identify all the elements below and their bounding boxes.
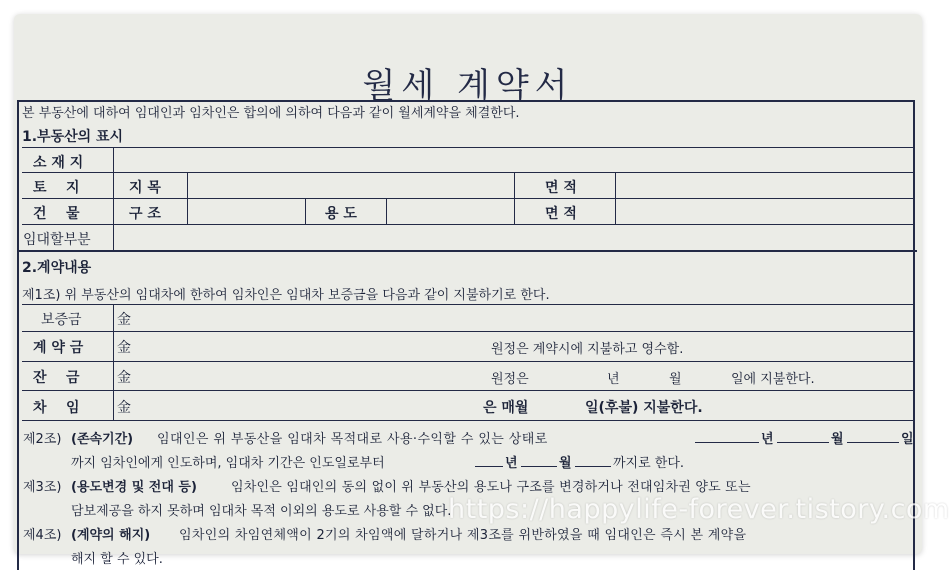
article2-line2-month: 월 [559, 456, 572, 471]
table-divider [187, 172, 188, 224]
section1-heading: 1.부동산의 표시 [22, 129, 124, 145]
deposit-label: 보증금 [41, 312, 82, 328]
building-label: 건 물 [33, 206, 80, 222]
table-line [22, 224, 914, 225]
rental-part-label: 임대할부분 [23, 232, 91, 248]
article3-number: 제3조) [23, 480, 62, 495]
down-payment-label: 계 약 금 [33, 340, 84, 356]
structure-label: 구 조 [129, 206, 161, 222]
rent-prefix: 金 [117, 400, 131, 416]
article2-line2-year: 년 [505, 456, 518, 471]
rent-label: 차 임 [33, 400, 80, 416]
rent-note-a: 은 매월 [483, 400, 529, 416]
table-line [22, 304, 914, 305]
table-divider [113, 147, 114, 250]
table-line [22, 172, 914, 173]
balance-note-month: 월 [669, 372, 682, 387]
article2-text: 임대인은 위 부동산을 임대차 목적대로 사용·수익할 수 있는 상태로 [157, 432, 548, 447]
blank-line [475, 454, 503, 467]
rent-note-b: 일(후불) 지불한다. [585, 400, 703, 416]
table-line [22, 198, 914, 199]
land-label: 토 지 [33, 180, 80, 196]
article2-title: (존속기간) [71, 432, 134, 447]
blank-line [847, 430, 899, 443]
article4-line2: 해지 할 수 있다. [71, 552, 163, 567]
article2-number: 제2조) [23, 432, 62, 447]
down-payment-prefix: 金 [117, 340, 131, 356]
deposit-prefix: 金 [117, 312, 131, 328]
blank-line [575, 454, 611, 467]
intro-text: 본 부동산에 대하여 임대인과 임차인은 합의에 의하여 다음과 같이 월세계약을 체결한다. [22, 106, 520, 121]
article2-month: 월 [831, 432, 844, 447]
article3-line2: 담보제공을 하지 못하며 임대차 목적 이외의 용도로 사용할 수 없다. [71, 504, 452, 519]
watermark-url: https://happylife-forever.tistory.com [448, 494, 950, 525]
down-payment-note: 원정은 계약시에 지불하고 영수함. [491, 342, 684, 357]
document-title: 월세 계약서 [362, 66, 574, 106]
article4-number: 제4조) [23, 528, 62, 543]
table-line [22, 147, 914, 148]
table-divider [514, 172, 515, 224]
blank-line [521, 454, 557, 467]
table-divider [113, 304, 114, 420]
blank-line [695, 430, 759, 443]
article3-title: (용도변경 및 전대 등) [71, 480, 197, 495]
table-line [19, 250, 917, 252]
article4-text: 임차인의 차임연체액이 2기의 차임액에 달하거나 제3조를 위반하였을 때 임대인은 즉시 본 계약을 [179, 528, 747, 543]
usage-label: 용 도 [325, 206, 357, 222]
balance-note-year: 년 [607, 372, 620, 387]
balance-note-day: 일에 지불한다. [731, 372, 815, 387]
table-line [22, 331, 914, 332]
section2-heading: 2.계약내용 [22, 260, 92, 276]
article2-year: 년 [761, 432, 774, 447]
land-area-label: 면 적 [545, 180, 577, 196]
table-divider [305, 198, 306, 224]
table-divider [615, 172, 616, 224]
article4-title: (계약의 해지) [71, 528, 151, 543]
land-category-label: 지 목 [129, 180, 161, 196]
balance-prefix: 金 [117, 370, 131, 386]
balance-label: 잔 금 [33, 370, 80, 386]
building-area-label: 면 적 [545, 206, 577, 222]
article2-line2: 까지 임차인에게 인도하며, 임대차 기간은 인도일로부터 [71, 456, 385, 471]
blank-line [777, 430, 829, 443]
article2-day: 일 [901, 432, 914, 447]
location-label: 소 재 지 [33, 155, 84, 171]
table-divider [386, 198, 387, 224]
table-line [22, 420, 914, 421]
article3-text: 임차인은 임대인의 동의 없이 위 부동산의 용도나 구조를 변경하거나 전대임차권 양도 또는 [231, 480, 751, 495]
table-line [22, 390, 914, 391]
balance-note-a: 원정은 [491, 372, 529, 387]
table-line [22, 361, 914, 362]
contract-document [14, 14, 950, 567]
article1-text: 제1조) 위 부동산의 임대차에 한하여 임차인은 임대차 보증금을 다음과 같이 지불하기로 한다. [22, 288, 550, 303]
article2-line2-end: 까지로 한다. [613, 456, 685, 471]
